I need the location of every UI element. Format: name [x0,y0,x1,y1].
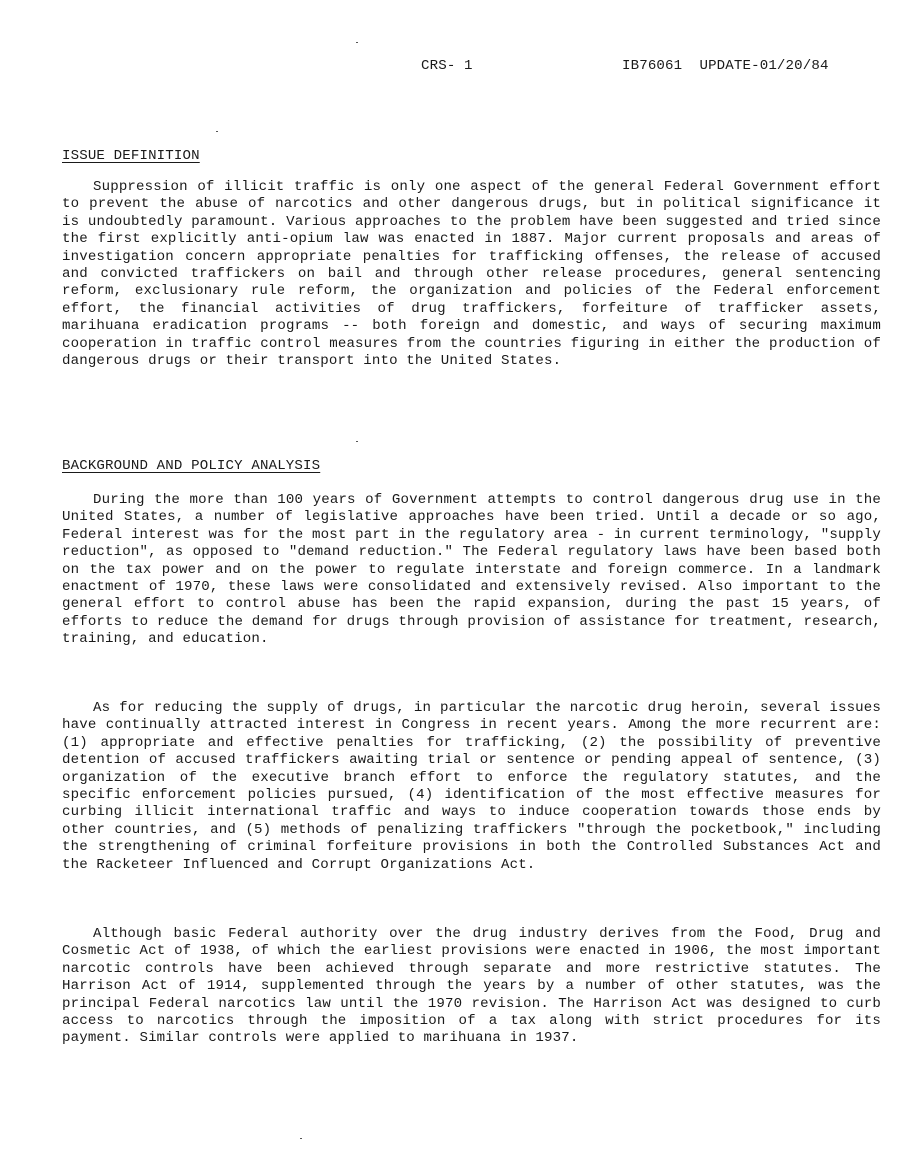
section-heading-issue-definition: ISSUE DEFINITION [62,148,200,164]
background-paragraph-2: As for reducing the supply of drugs, in particular the narcotic drug heroin, several issues have continually attracted interest in Congress in recent years. Among the more recurrent are: (1) appropriate and effective penalties for trafficking, (2) the possibility of preventive detention of accused traffickers awaiting trial or sentence or pending appeal of sentence, (3) organization of the executive branch effort to enforce the regulatory statutes, and the specific enforcement policies pursued, (4) identification of the most effective measures for curbing illicit international traffic and ways to induce cooperation towards those ends by other countries, and (5) methods of penalizing traffickers "through the pocketbook," including the strengthening of criminal forfeiture provisions in both the Controlled Substances Act and the Racketeer Influenced and Corrupt Organizations Act. [62,700,881,873]
section-heading-background: BACKGROUND AND POLICY ANALYSIS [62,458,321,474]
scan-speck [300,1138,302,1139]
background-paragraph-3: Although basic Federal authority over the drug industry derives from the Food, Drug and Cosmetic Act of 1938, of which the earliest provisions were enacted in 1906, the most important narcotic controls have been achieved through separate and more restrictive statutes. The Harrison Act of 1914, supplemented through the years by a number of other statutes, was the principal Federal narcotics law until the 1970 revision. The Harrison Act was designed to curb access to narcotics through the imposition of a tax along with strict procedures for its payment. Similar controls were applied to marihuana in 1937. [62,926,881,1047]
scan-speck [356,42,358,43]
scan-speck [356,441,358,442]
report-id-update-date: IB76061 UPDATE-01/20/84 [622,58,829,74]
report-number: CRS- 1 [421,58,473,74]
issue-definition-paragraph: Suppression of illicit traffic is only one aspect of the general Federal Government effort to prevent the abuse of narcotics and other dangerous drugs, but in political significance it is undoubtedly paramount. Various approaches to the problem have been suggested and tried since the first explicitly anti-opium law was enacted in 1887. Major current proposals and areas of investigation concern appropriate penalties for trafficking offenses, the release of accused and convicted traffickers on bail and through other release procedures, general sentencing reform, exclusionary rule reform, the organization and policies of the Federal enforcement effort, the financial activities of drug traffickers, forfeiture of trafficker assets, marihuana eradication programs -- both foreign and domestic, and ways of securing maximum cooperation in traffic control measures from the countries figuring in either the production of dangerous drugs or their transport into the United States. [62,179,881,370]
background-paragraph-1: During the more than 100 years of Government attempts to control dangerous drug use in the United States, a number of legislative approaches have been tried. Until a decade or so ago, Federal interest was for the most part in the regulatory area - in current terminology, "supply reduction", as opposed to "demand reduction." The Federal regulatory laws have been based both on the tax power and on the power to regulate interstate and foreign commerce. In a landmark enactment of 1970, these laws were consolidated and extensively revised. Also important to the general effort to control abuse has been the rapid expansion, during the past 15 years, of efforts to reduce the demand for drugs through provision of assistance for treatment, research, training, and education. [62,492,881,648]
scan-speck [216,131,218,132]
